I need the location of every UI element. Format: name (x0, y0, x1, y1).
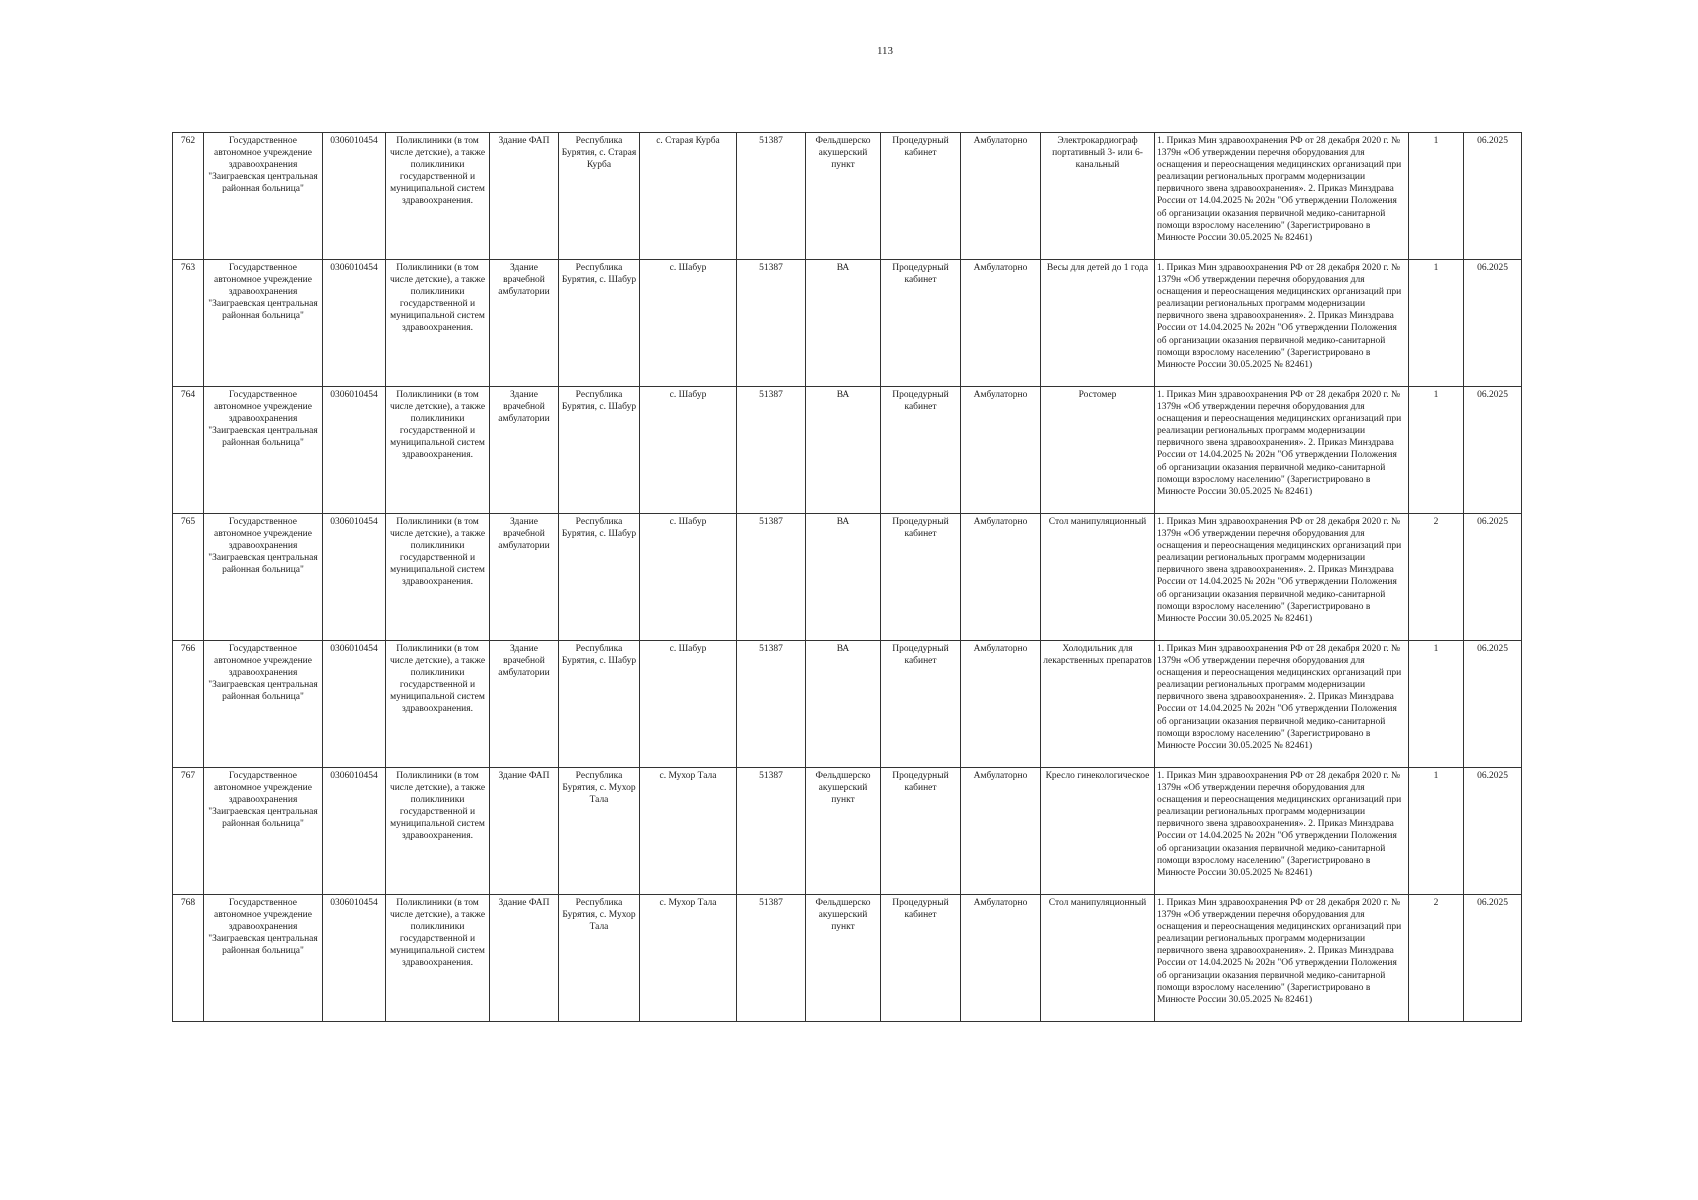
unit-cell: Фельдшерско акушерский пункт (806, 133, 881, 260)
room-cell: Процедурный кабинет (881, 641, 961, 768)
locality-cell: с. Шабур (640, 260, 737, 387)
org-code-cell: 0306010454 (323, 514, 386, 641)
organization-cell: Государственное автономное учреждение здравоохранения "Заиграевская центральная районная больница" (204, 641, 323, 768)
care-condition-cell: Амбулаторно (961, 514, 1041, 641)
quantity-cell: 1 (1409, 387, 1464, 514)
building-cell: Здание врачебной амбулатории (490, 514, 559, 641)
unit-cell: ВА (806, 641, 881, 768)
building-cell: Здание ФАП (490, 133, 559, 260)
unit-cell: Фельдшерско акушерский пункт (806, 895, 881, 1022)
org-code-cell: 0306010454 (323, 768, 386, 895)
facility-type-cell: Поликлиники (в том числе детские), а также поликлиники государственной и муниципальной систем здравоохранения. (386, 387, 490, 514)
locality-cell: с. Мухор Тала (640, 768, 737, 895)
organization-cell: Государственное автономное учреждение здравоохранения "Заиграевская центральная районная больница" (204, 514, 323, 641)
quantity-cell: 1 (1409, 133, 1464, 260)
unit-cell: ВА (806, 387, 881, 514)
equipment-cell: Электрокардиограф портативный 3- или 6-канальный (1041, 133, 1155, 260)
facility-type-cell: Поликлиники (в том числе детские), а также поликлиники государственной и муниципальной систем здравоохранения. (386, 768, 490, 895)
date-cell: 06.2025 (1464, 895, 1522, 1022)
care-condition-cell: Амбулаторно (961, 133, 1041, 260)
locality-cell: с. Шабур (640, 641, 737, 768)
quantity-cell: 1 (1409, 768, 1464, 895)
organization-cell: Государственное автономное учреждение здравоохранения "Заиграевская центральная районная больница" (204, 133, 323, 260)
oktmo-cell: 51387 (737, 641, 806, 768)
equipment-cell: Холодильник для лекарственных препаратов (1041, 641, 1155, 768)
date-cell: 06.2025 (1464, 387, 1522, 514)
date-cell: 06.2025 (1464, 641, 1522, 768)
legal-basis-cell: 1. Приказ Мин здравоохранения РФ от 28 декабря 2020 г. № 1379н «Об утверждении перечня оборудования для оснащения и переоснащения медицинских организаций при реализации региональных программ модернизации первичного звена здравоохранения». 2. Приказ Минздрава России от 14.04.2025 № 202н "Об утверждении Положения об организации оказания первичной медико-санитарной помощи взрослому населению" (Зарегистрировано в Минюсте России 30.05.2025 № 82461) (1155, 260, 1409, 387)
equipment-cell: Ростомер (1041, 387, 1155, 514)
oktmo-cell: 51387 (737, 895, 806, 1022)
address-cell: Республика Бурятия, с. Мухор Тала (559, 895, 640, 1022)
facility-type-cell: Поликлиники (в том числе детские), а также поликлиники государственной и муниципальной систем здравоохранения. (386, 514, 490, 641)
care-condition-cell: Амбулаторно (961, 260, 1041, 387)
building-cell: Здание врачебной амбулатории (490, 641, 559, 768)
equipment-cell: Стол манипуляционный (1041, 895, 1155, 1022)
row-number-cell: 765 (173, 514, 204, 641)
row-number-cell: 763 (173, 260, 204, 387)
facility-type-cell: Поликлиники (в том числе детские), а также поликлиники государственной и муниципальной систем здравоохранения. (386, 260, 490, 387)
equipment-cell: Кресло гинекологическое (1041, 768, 1155, 895)
facility-type-cell: Поликлиники (в том числе детские), а также поликлиники государственной и муниципальной систем здравоохранения. (386, 641, 490, 768)
building-cell: Здание ФАП (490, 768, 559, 895)
table-row (173, 387, 1522, 514)
org-code-cell: 0306010454 (323, 641, 386, 768)
legal-basis-cell: 1. Приказ Мин здравоохранения РФ от 28 декабря 2020 г. № 1379н «Об утверждении перечня оборудования для оснащения и переоснащения медицинских организаций при реализации региональных программ модернизации первичного звена здравоохранения». 2. Приказ Минздрава России от 14.04.2025 № 202н "Об утверждении Положения об организации оказания первичной медико-санитарной помощи взрослому населению" (Зарегистрировано в Минюсте России 30.05.2025 № 82461) (1155, 895, 1409, 1022)
care-condition-cell: Амбулаторно (961, 895, 1041, 1022)
date-cell: 06.2025 (1464, 514, 1522, 641)
address-cell: Республика Бурятия, с. Шабур (559, 514, 640, 641)
oktmo-cell: 51387 (737, 514, 806, 641)
organization-cell: Государственное автономное учреждение здравоохранения "Заиграевская центральная районная больница" (204, 768, 323, 895)
legal-basis-cell: 1. Приказ Мин здравоохранения РФ от 28 декабря 2020 г. № 1379н «Об утверждении перечня оборудования для оснащения и переоснащения медицинских организаций при реализации региональных программ модернизации первичного звена здравоохранения». 2. Приказ Минздрава России от 14.04.2025 № 202н "Об утверждении Положения об организации оказания первичной медико-санитарной помощи взрослому населению" (Зарегистрировано в Минюсте России 30.05.2025 № 82461) (1155, 133, 1409, 260)
room-cell: Процедурный кабинет (881, 514, 961, 641)
oktmo-cell: 51387 (737, 133, 806, 260)
row-number-cell: 768 (173, 895, 204, 1022)
oktmo-cell: 51387 (737, 768, 806, 895)
quantity-cell: 1 (1409, 641, 1464, 768)
org-code-cell: 0306010454 (323, 260, 386, 387)
quantity-cell: 1 (1409, 260, 1464, 387)
oktmo-cell: 51387 (737, 260, 806, 387)
room-cell: Процедурный кабинет (881, 260, 961, 387)
address-cell: Республика Бурятия, с. Шабур (559, 641, 640, 768)
locality-cell: с. Старая Курба (640, 133, 737, 260)
org-code-cell: 0306010454 (323, 387, 386, 514)
table-row (173, 133, 1522, 260)
legal-basis-cell: 1. Приказ Мин здравоохранения РФ от 28 декабря 2020 г. № 1379н «Об утверждении перечня оборудования для оснащения и переоснащения медицинских организаций при реализации региональных программ модернизации первичного звена здравоохранения». 2. Приказ Минздрава России от 14.04.2025 № 202н "Об утверждении Положения об организации оказания первичной медико-санитарной помощи взрослому населению" (Зарегистрировано в Минюсте России 30.05.2025 № 82461) (1155, 768, 1409, 895)
equipment-registry-table (172, 132, 1522, 1022)
quantity-cell: 2 (1409, 514, 1464, 641)
address-cell: Республика Бурятия, с. Старая Курба (559, 133, 640, 260)
table-row (173, 895, 1522, 1022)
building-cell: Здание ФАП (490, 895, 559, 1022)
locality-cell: с. Шабур (640, 387, 737, 514)
room-cell: Процедурный кабинет (881, 895, 961, 1022)
org-code-cell: 0306010454 (323, 895, 386, 1022)
locality-cell: с. Шабур (640, 514, 737, 641)
room-cell: Процедурный кабинет (881, 133, 961, 260)
care-condition-cell: Амбулаторно (961, 387, 1041, 514)
date-cell: 06.2025 (1464, 260, 1522, 387)
unit-cell: ВА (806, 260, 881, 387)
room-cell: Процедурный кабинет (881, 768, 961, 895)
legal-basis-cell: 1. Приказ Мин здравоохранения РФ от 28 декабря 2020 г. № 1379н «Об утверждении перечня оборудования для оснащения и переоснащения медицинских организаций при реализации региональных программ модернизации первичного звена здравоохранения». 2. Приказ Минздрава России от 14.04.2025 № 202н "Об утверждении Положения об организации оказания первичной медико-санитарной помощи взрослому населению" (Зарегистрировано в Минюсте России 30.05.2025 № 82461) (1155, 641, 1409, 768)
care-condition-cell: Амбулаторно (961, 641, 1041, 768)
table-row (173, 641, 1522, 768)
page-number: 113 (876, 45, 894, 57)
date-cell: 06.2025 (1464, 768, 1522, 895)
org-code-cell: 0306010454 (323, 133, 386, 260)
facility-type-cell: Поликлиники (в том числе детские), а также поликлиники государственной и муниципальной систем здравоохранения. (386, 895, 490, 1022)
date-cell: 06.2025 (1464, 133, 1522, 260)
address-cell: Республика Бурятия, с. Шабур (559, 387, 640, 514)
table-row (173, 260, 1522, 387)
row-number-cell: 767 (173, 768, 204, 895)
unit-cell: ВА (806, 514, 881, 641)
address-cell: Республика Бурятия, с. Шабур (559, 260, 640, 387)
row-number-cell: 764 (173, 387, 204, 514)
equipment-cell: Стол манипуляционный (1041, 514, 1155, 641)
room-cell: Процедурный кабинет (881, 387, 961, 514)
quantity-cell: 2 (1409, 895, 1464, 1022)
locality-cell: с. Мухор Тала (640, 895, 737, 1022)
organization-cell: Государственное автономное учреждение здравоохранения "Заиграевская центральная районная больница" (204, 260, 323, 387)
legal-basis-cell: 1. Приказ Мин здравоохранения РФ от 28 декабря 2020 г. № 1379н «Об утверждении перечня оборудования для оснащения и переоснащения медицинских организаций при реализации региональных программ модернизации первичного звена здравоохранения». 2. Приказ Минздрава России от 14.04.2025 № 202н "Об утверждении Положения об организации оказания первичной медико-санитарной помощи взрослому населению" (Зарегистрировано в Минюсте России 30.05.2025 № 82461) (1155, 514, 1409, 641)
equipment-cell: Весы для детей до 1 года (1041, 260, 1155, 387)
table-row (173, 768, 1522, 895)
table-row (173, 514, 1522, 641)
facility-type-cell: Поликлиники (в том числе детские), а также поликлиники государственной и муниципальной систем здравоохранения. (386, 133, 490, 260)
row-number-cell: 762 (173, 133, 204, 260)
row-number-cell: 766 (173, 641, 204, 768)
address-cell: Республика Бурятия, с. Мухор Тала (559, 768, 640, 895)
building-cell: Здание врачебной амбулатории (490, 387, 559, 514)
unit-cell: Фельдшерско акушерский пункт (806, 768, 881, 895)
care-condition-cell: Амбулаторно (961, 768, 1041, 895)
legal-basis-cell: 1. Приказ Мин здравоохранения РФ от 28 декабря 2020 г. № 1379н «Об утверждении перечня оборудования для оснащения и переоснащения медицинских организаций при реализации региональных программ модернизации первичного звена здравоохранения». 2. Приказ Минздрава России от 14.04.2025 № 202н "Об утверждении Положения об организации оказания первичной медико-санитарной помощи взрослому населению" (Зарегистрировано в Минюсте России 30.05.2025 № 82461) (1155, 387, 1409, 514)
organization-cell: Государственное автономное учреждение здравоохранения "Заиграевская центральная районная больница" (204, 895, 323, 1022)
organization-cell: Государственное автономное учреждение здравоохранения "Заиграевская центральная районная больница" (204, 387, 323, 514)
building-cell: Здание врачебной амбулатории (490, 260, 559, 387)
oktmo-cell: 51387 (737, 387, 806, 514)
